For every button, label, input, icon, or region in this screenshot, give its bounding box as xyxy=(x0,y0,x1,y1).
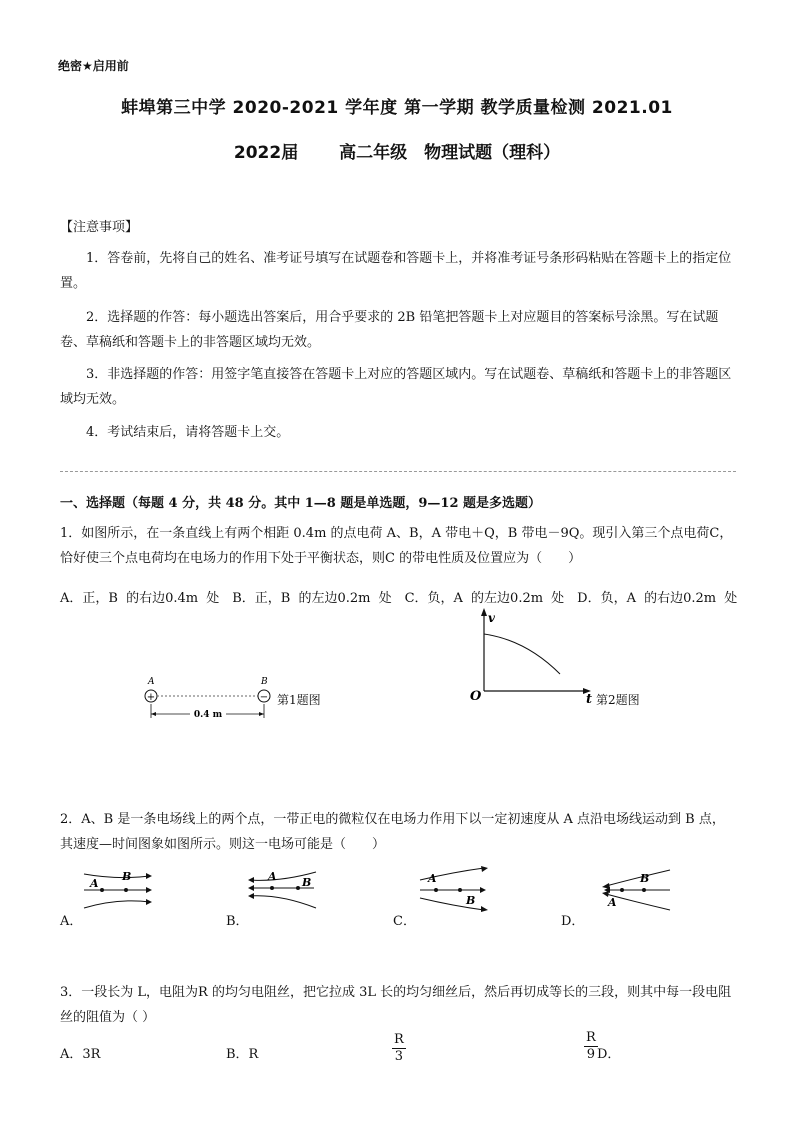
figure-2-caption: 第2题图 xyxy=(596,693,640,707)
charge-a-sign: + xyxy=(146,692,156,703)
v-axis-arrow xyxy=(481,608,487,616)
figure-1-caption: 第1题图 xyxy=(277,693,321,707)
option-a-label: A． xyxy=(60,914,83,929)
question-1-options: A．正，B 的右边0.4m 处 B．正，B 的左边0.2m 处 C．负，A 的左边0.2m 处 D．负，A 的右边0.2m 处 xyxy=(60,591,738,606)
q3-option-c-numerator: R xyxy=(394,1032,404,1047)
q3-option-d-numerator: R xyxy=(586,1030,596,1045)
option-c-field xyxy=(414,866,494,912)
svg-text:B: B xyxy=(302,876,312,889)
exam-subtitle: 2022届 高二年级 物理试题（理科） xyxy=(233,143,561,163)
origin-label: O xyxy=(470,689,482,704)
q3-option-c-fraction xyxy=(392,1032,406,1065)
v-label: v xyxy=(488,611,495,625)
velocity-curve xyxy=(484,634,560,674)
distance-label: 0.4 m xyxy=(193,710,223,720)
svg-text:B: B xyxy=(640,872,650,885)
notice-item-3: 3．非选择题的作答：用签字笔直接答在答题卡上对应的答题区域内。写在试题卷、草稿纸和答题卡上的非答题区域均无效。 xyxy=(60,367,732,407)
svg-text:B: B xyxy=(122,870,132,883)
charge-b-sign: − xyxy=(259,692,269,703)
dim-arrow-left xyxy=(151,712,156,716)
svg-text:A: A xyxy=(608,896,617,909)
svg-text:A: A xyxy=(268,870,277,883)
exam-title: 蚌埠第三中学 2020-2021 学年度 第一学期 教学质量检测 2021.01 xyxy=(121,98,673,118)
option-d-label: D． xyxy=(561,914,585,929)
option-d-field xyxy=(596,866,676,912)
confidential-mark: 绝密★启用前 xyxy=(58,59,129,73)
q3-option-d-fraction xyxy=(584,1030,598,1063)
q3-option-c-denominator: 3 xyxy=(394,1049,404,1064)
svg-text:A: A xyxy=(90,877,99,890)
question-2-text: 2．A、B 是一条电场线上的两个点，一带正电的微粒仅在电场力作用下以一定初速度从 A 点沿电场线运动到 B 点，其速度—时间图象如图所示。则这一电场可能是（ ） xyxy=(60,812,725,852)
dim-arrow-right xyxy=(259,712,264,716)
figure-2-vt-graph xyxy=(464,606,604,706)
option-b-label: B． xyxy=(226,914,249,929)
notice-heading: 【注意事项】 xyxy=(60,220,139,235)
notice-item-2: 2．选择题的作答：每小题选出答案后，用合乎要求的 2B 铅笔把答题卡上对应题目的答案标号涂黑。写在试题卷、草稿纸和答题卡上的非答题区域均无效。 xyxy=(60,310,719,350)
separator-line xyxy=(60,471,736,472)
q3-option-a: A．3R xyxy=(60,1047,101,1062)
svg-text:B: B xyxy=(466,894,476,907)
t-label: t xyxy=(586,692,593,706)
notice-item-4: 4．考试结束后，请将答题卡上交。 xyxy=(86,425,290,440)
question-1-text: 1．如图所示，在一条直线上有两个相距 0.4m 的点电荷 A、B，A 带电＋Q，B 带电－9Q。现引入第三个点电荷C，恰好使三个点电荷均在电场力的作用下处于平衡状态，则C 的带电性质及位置应为（ ） xyxy=(60,526,733,566)
svg-text:A: A xyxy=(428,872,437,885)
question-3-text: 3．一段长为 L，电阻为R 的均匀电阻丝，把它拉成 3L 长的均匀细丝后，然后再切成等长的三段，则其中每一段电阻丝的阻值为（ ） xyxy=(60,985,732,1025)
option-a-field xyxy=(80,866,160,912)
option-b-field xyxy=(240,866,320,912)
option-c-label: C． xyxy=(393,914,416,929)
section-heading: 一、选择题（每题 4 分，共 48 分。其中 1—8 题是单选题，9—12 题是多选题） xyxy=(60,496,542,511)
notice-item-1: 1．答卷前，先将自己的姓名、准考证号填写在试题卷和答题卡上，并将准考证号条形码粘贴在答题卡上的指定位置。 xyxy=(60,251,732,291)
charge-b-label: B xyxy=(261,677,268,687)
q3-option-b: B．R xyxy=(226,1047,259,1062)
q3-option-d-label: D． xyxy=(597,1047,621,1062)
q3-option-d-denominator: 9 xyxy=(586,1047,596,1062)
charge-a-label: A xyxy=(148,677,155,687)
